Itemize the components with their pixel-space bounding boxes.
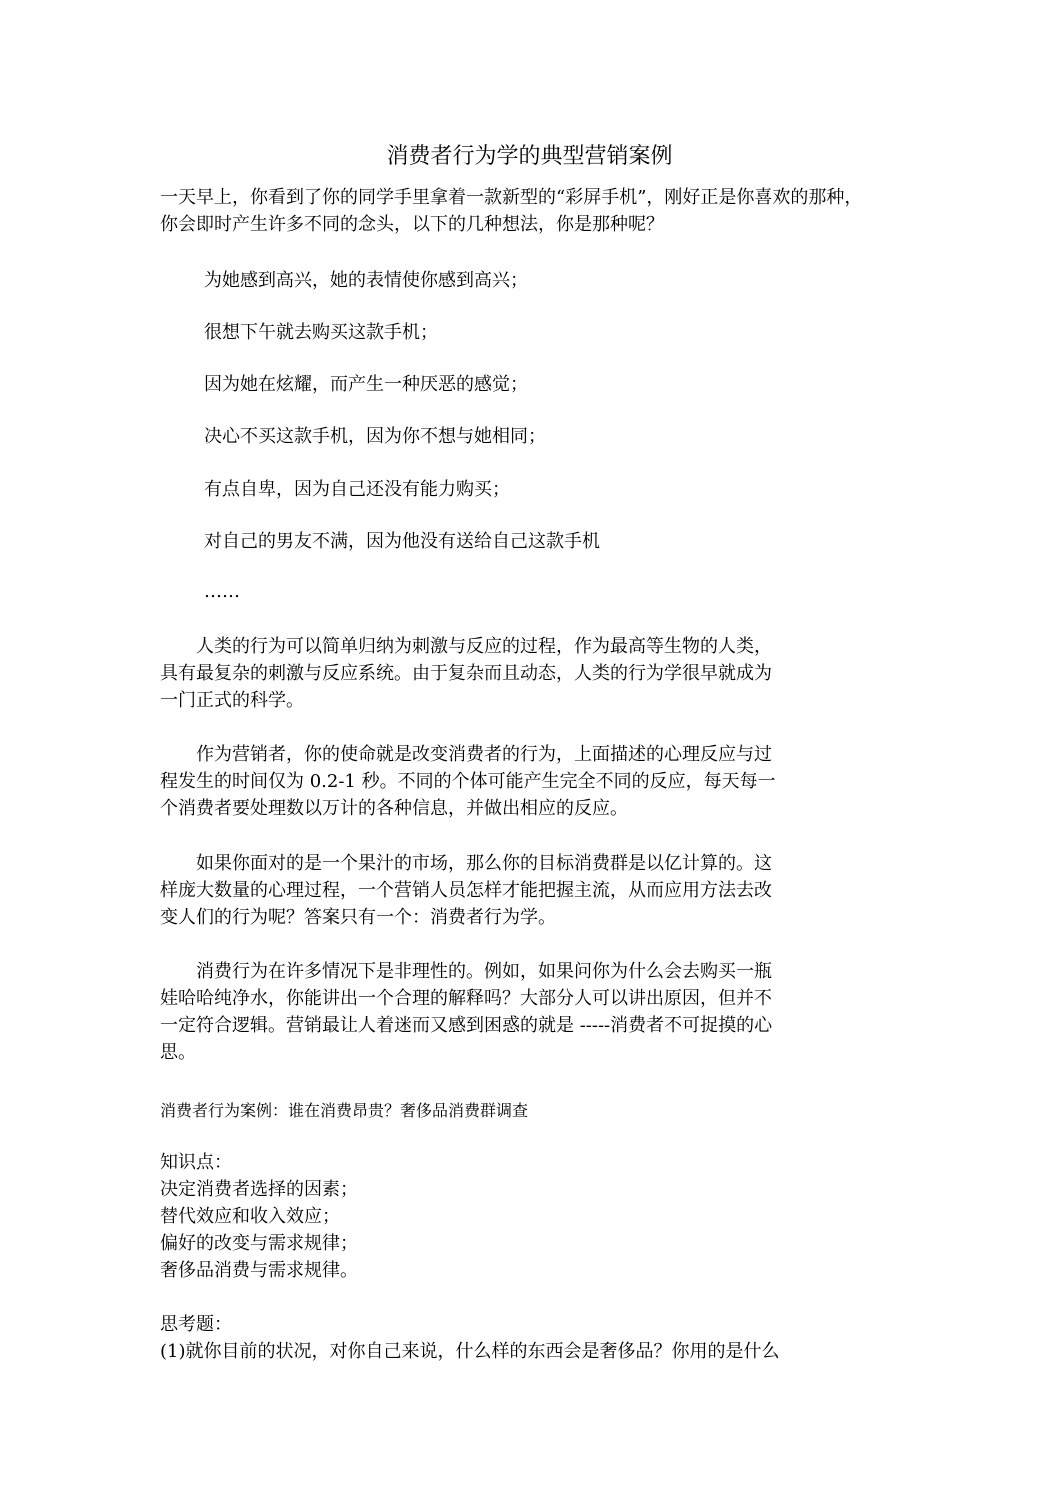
text-line: 变人们的行为呢？答案只有一个：消费者行为学。 [160, 907, 556, 928]
body-paragraph [160, 633, 900, 714]
text-line: 消费行为在许多情况下是非理性的。例如，如果问你为什么会去购买一瓶 [160, 961, 772, 982]
thought-item: 为她感到高兴，她的表情使你感到高兴； [204, 270, 528, 291]
case-heading [160, 1097, 900, 1124]
text-line: 程发生的时间仅为 0.2-1 秒。不同的个体可能产生完全不同的反应，每天每一 [160, 771, 776, 792]
knowledge-item: 决定消费者选择的因素； [160, 1179, 358, 1200]
text-line: 样庞大数量的心理过程，一个营销人员怎样才能把握主流，从而应用方法去改 [160, 880, 772, 901]
body-paragraph [160, 741, 900, 822]
questions-section [160, 1311, 900, 1365]
thought-item: 很想下午就去购买这款手机； [204, 322, 438, 343]
text-line: 如果你面对的是一个果汁的市场，那么你的目标消费群是以亿计算的。这 [160, 853, 772, 874]
knowledge-item: 奢侈品消费与需求规律。 [160, 1260, 358, 1281]
questions-heading: 思考题： [160, 1314, 232, 1335]
thought-item: 因为她在炫耀，而产生一种厌恶的感觉； [204, 374, 528, 395]
thought-item: 决心不买这款手机，因为你不想与她相同； [204, 426, 546, 447]
body-paragraph [160, 958, 900, 1066]
text-line: 思。 [160, 1042, 196, 1063]
body-paragraph [160, 850, 900, 931]
text-line: 一门正式的科学。 [160, 690, 304, 711]
intro-paragraph [160, 184, 900, 238]
text-line: 具有最复杂的刺激与反应系统。由于复杂而且动态，人类的行为学很早就成为 [160, 663, 772, 684]
document-title: 消费者行为学的典型营销案例 [386, 144, 673, 169]
text-line: 个消费者要处理数以万计的各种信息，并做出相应的反应。 [160, 798, 628, 819]
knowledge-heading: 知识点： [160, 1152, 232, 1173]
ellipsis: …… [204, 581, 240, 602]
knowledge-item: 偏好的改变与需求规律； [160, 1233, 358, 1254]
text-line: 一天早上，你看到了你的同学手里拿着一款新型的“彩屏手机”，刚好正是你喜欢的那种， [160, 187, 863, 208]
knowledge-item: 替代效应和收入效应； [160, 1206, 340, 1227]
knowledge-section [160, 1149, 900, 1284]
thought-item: 对自己的男友不满，因为他没有送给自己这款手机 [204, 531, 600, 552]
text-line: 人类的行为可以简单归纳为刺激与反应的过程，作为最高等生物的人类， [160, 636, 772, 657]
text-line: 你会即时产生许多不同的念头，以下的几种想法，你是那种呢？ [160, 214, 664, 235]
thought-item: 有点自卑，因为自己还没有能力购买； [204, 479, 510, 500]
text-line: 一定符合逻辑。营销最让人着迷而又感到困惑的就是 -----消费者不可捉摸的心 [160, 1015, 773, 1036]
text-line: 消费者行为案例：谁在消费昂贵？奢侈品消费群调查 [160, 1101, 529, 1120]
text-line: 作为营销者，你的使命就是改变消费者的行为，上面描述的心理反应与过 [160, 744, 772, 765]
text-line: 娃哈哈纯净水，你能讲出一个合理的解释吗？大部分人可以讲出原因，但并不 [160, 988, 772, 1009]
question-item: (1)就你目前的状况，对你自己来说，什么样的东西会是奢侈品？你用的是什么 [160, 1341, 780, 1362]
